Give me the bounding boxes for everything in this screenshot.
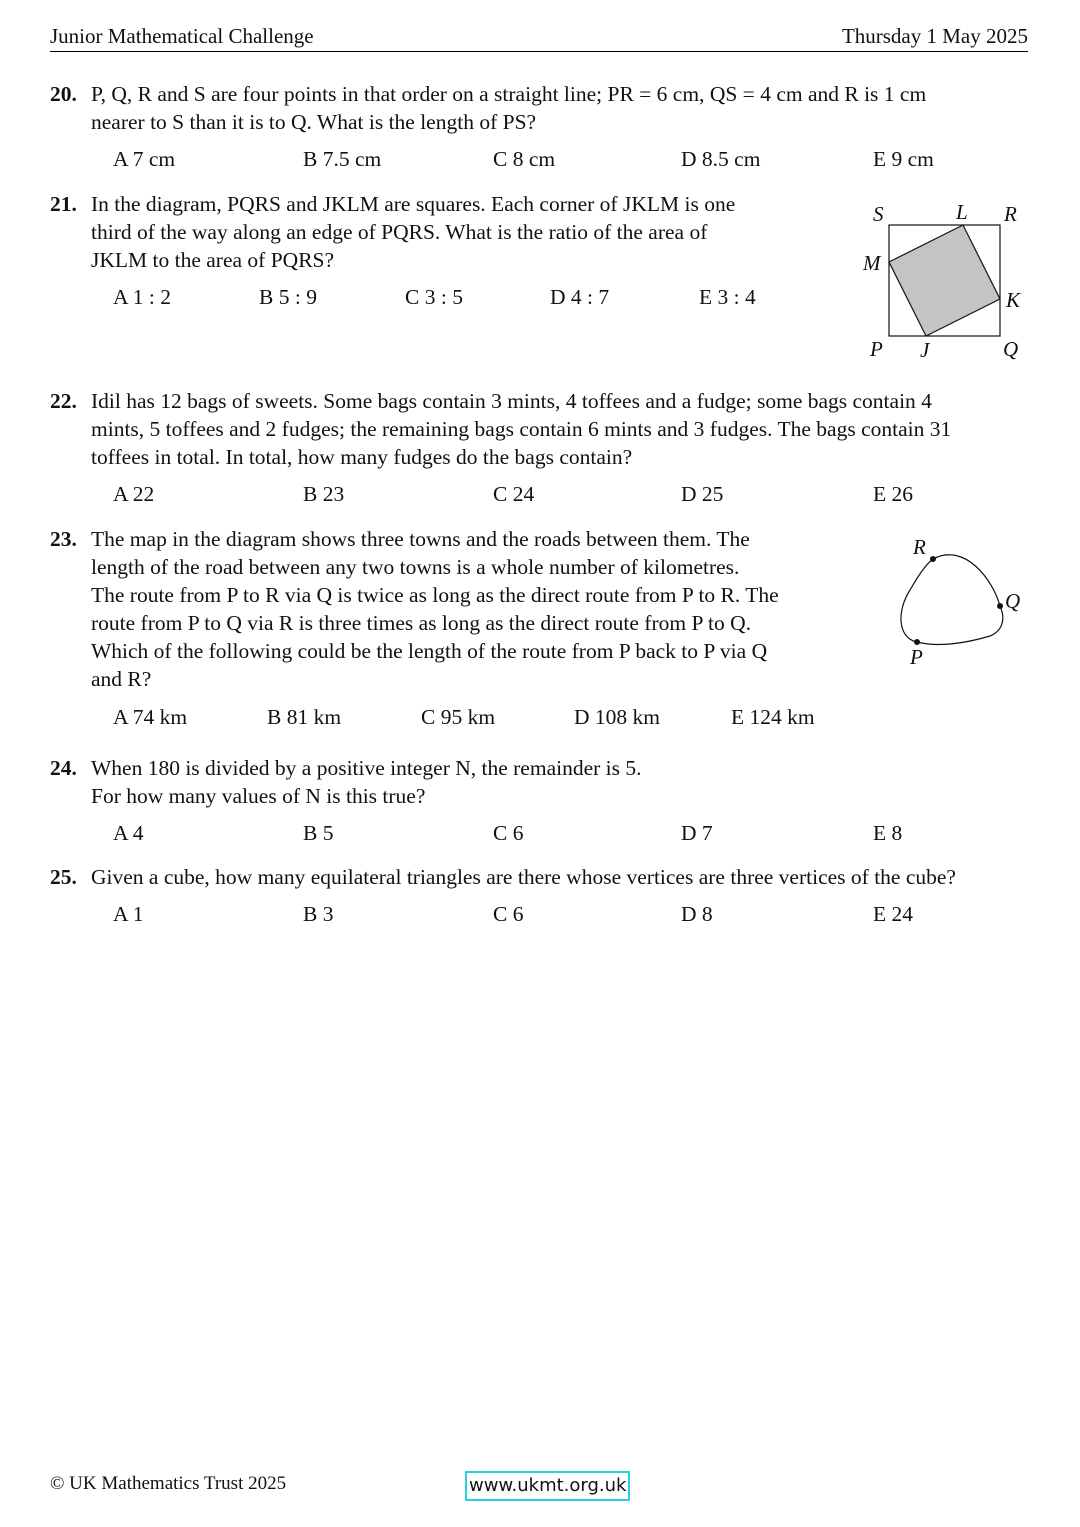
- road-map-diagram: [885, 530, 1035, 675]
- label-r: R: [1004, 202, 1017, 226]
- option-d: D 108 km: [574, 705, 660, 729]
- question-text-line: P, Q, R and S are four points in that order on a straight line; PR = 6 cm, QS = 4 cm and R is 1 cm: [91, 82, 927, 106]
- option-a: A 4: [113, 821, 144, 845]
- option-e: E 3 : 4: [699, 285, 756, 309]
- label-m: M: [863, 251, 881, 275]
- option-d: D 25: [681, 482, 724, 506]
- option-c: C 6: [493, 821, 524, 845]
- header-title: Junior Mathematical Challenge: [50, 24, 314, 48]
- question-text-line: JKLM to the area of PQRS?: [91, 248, 335, 272]
- option-d: D 8.5 cm: [681, 147, 761, 171]
- question-text-line: Given a cube, how many equilateral triangles are there whose vertices are three vertices of the cube?: [91, 865, 956, 889]
- question-text-line: third of the way along an edge of PQRS. What is the ratio of the area of: [91, 220, 708, 244]
- question-text-line: The route from P to R via Q is twice as long as the direct route from P to R. The: [91, 583, 779, 607]
- option-e: E 9 cm: [873, 147, 934, 171]
- option-a: A 22: [113, 482, 155, 506]
- option-c: C 24: [493, 482, 535, 506]
- option-e: E 124 km: [731, 705, 815, 729]
- option-e: E 8: [873, 821, 903, 845]
- question-text-line: mints, 5 toffees and 2 fudges; the remaining bags contain 6 mints and 3 fudges. The bags contain 31: [91, 417, 952, 441]
- question-text-line: length of the road between any two towns is a whole number of kilometres.: [91, 555, 740, 579]
- question-number: 25.: [50, 865, 77, 889]
- footer-copyright: © UK Mathematics Trust 2025: [50, 1473, 287, 1494]
- label-s: S: [873, 202, 884, 226]
- option-d: D 7: [681, 821, 713, 845]
- option-d: D 4 : 7: [550, 285, 610, 309]
- option-a: A 7 cm: [113, 147, 176, 171]
- question-number: 20.: [50, 82, 77, 106]
- label-k: K: [1006, 288, 1021, 312]
- page-header: [50, 22, 1028, 52]
- label-j: J: [920, 338, 930, 362]
- squares-diagram: [855, 195, 1045, 370]
- square-jklm: [889, 225, 1000, 336]
- option-e: E 26: [873, 482, 914, 506]
- question-text-line: Idil has 12 bags of sweets. Some bags contain 3 mints, 4 toffees and a fudge; some bags contain 4: [91, 389, 932, 413]
- label-q: Q: [1005, 589, 1021, 613]
- option-c: C 3 : 5: [405, 285, 463, 309]
- label-p: P: [870, 337, 883, 361]
- option-c: C 95 km: [421, 705, 496, 729]
- footer-website-link[interactable]: www.ukmt.org.uk: [465, 1471, 630, 1501]
- question-text-line: When 180 is divided by a positive integer N, the remainder is 5.: [91, 756, 642, 780]
- option-b: B 23: [303, 482, 345, 506]
- question-text-line: route from P to Q via R is three times as long as the direct route from P to Q.: [91, 611, 752, 635]
- question-number: 23.: [50, 527, 77, 551]
- question-text-line: toffees in total. In total, how many fudges do the bags contain?: [91, 445, 633, 469]
- option-a: A 74 km: [113, 705, 188, 729]
- option-b: B 5: [303, 821, 334, 845]
- label-p: P: [910, 645, 923, 669]
- town-q-dot: [997, 603, 1003, 609]
- option-e: E 24: [873, 902, 914, 926]
- question-text-line: For how many values of N is this true?: [91, 784, 426, 808]
- option-b: B 7.5 cm: [303, 147, 382, 171]
- question-text-line: nearer to S than it is to Q. What is the length of PS?: [91, 110, 537, 134]
- question-number: 24.: [50, 756, 77, 780]
- question-text-line: The map in the diagram shows three towns and the roads between them. The: [91, 527, 750, 551]
- label-l: L: [956, 200, 968, 224]
- label-q: Q: [1003, 337, 1019, 361]
- question-text-line: In the diagram, PQRS and JKLM are squares. Each corner of JKLM is one: [91, 192, 736, 216]
- option-c: C 6: [493, 902, 524, 926]
- question-text-line: and R?: [91, 667, 152, 691]
- option-c: C 8 cm: [493, 147, 556, 171]
- question-number: 21.: [50, 192, 77, 216]
- option-b: B 3: [303, 902, 334, 926]
- label-r: R: [913, 535, 926, 559]
- question-number: 22.: [50, 389, 77, 413]
- option-d: D 8: [681, 902, 713, 926]
- town-r-dot: [930, 556, 936, 562]
- road-loop: [901, 555, 1003, 645]
- option-a: A 1 : 2: [113, 285, 171, 309]
- question-text-line: Which of the following could be the length of the route from P back to P via Q: [91, 639, 768, 663]
- option-b: B 5 : 9: [259, 285, 317, 309]
- option-a: A 1: [113, 902, 144, 926]
- header-date: Thursday 1 May 2025: [841, 24, 1028, 48]
- option-b: B 81 km: [267, 705, 342, 729]
